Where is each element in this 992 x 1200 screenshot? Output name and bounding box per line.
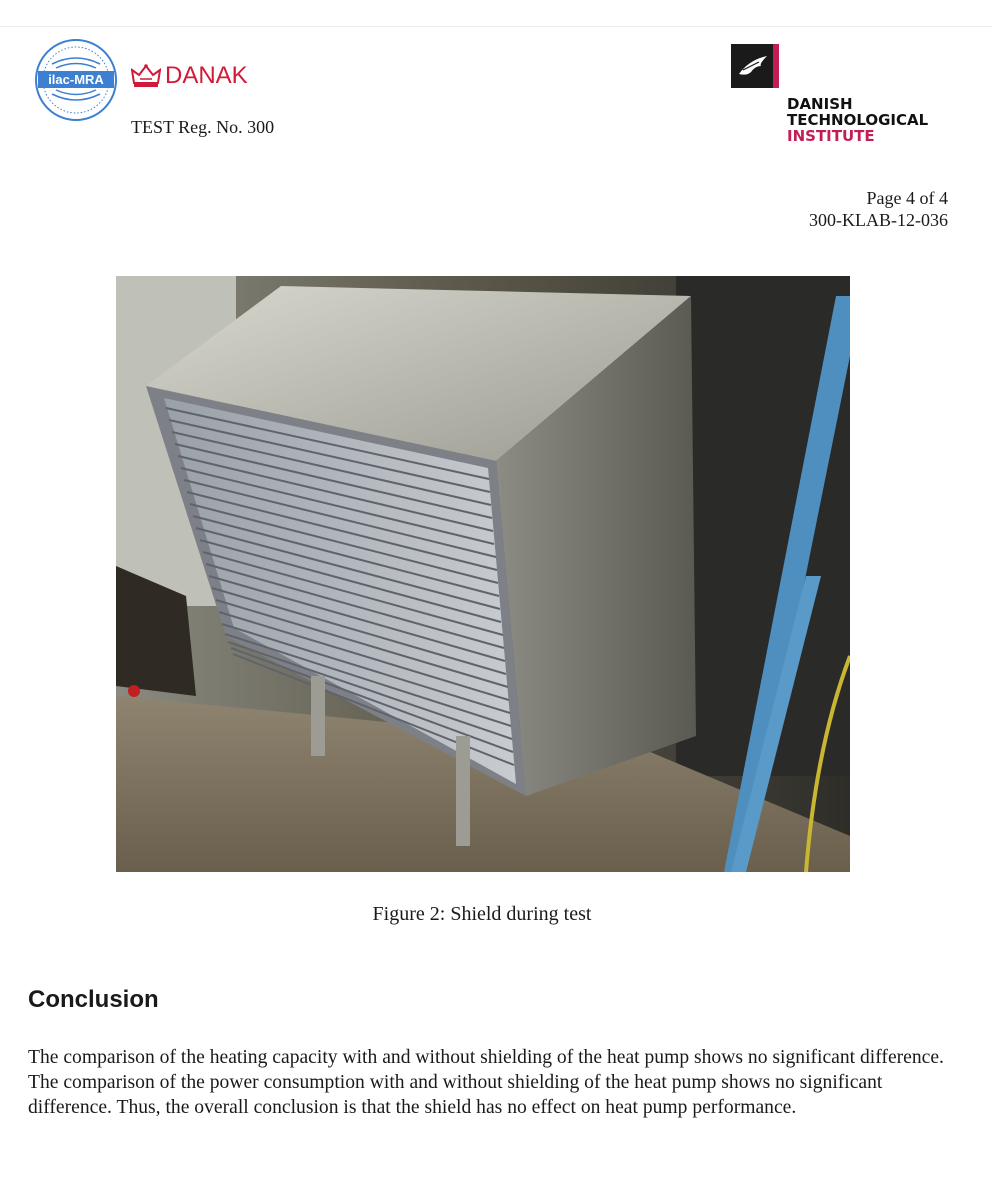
- report-id: 300-KLAB-12-036: [809, 210, 948, 230]
- institute-name-line1: DANISH: [787, 95, 853, 113]
- heat-pump-shield-photo: [116, 276, 850, 872]
- ilac-mra-seal-icon: [34, 38, 118, 122]
- institute-name: [787, 96, 928, 144]
- page-number: Page 4 of 4: [866, 188, 948, 208]
- figure-caption: Figure 2: Shield during test: [372, 903, 592, 925]
- institute-name-line2: TECHNOLOGICAL: [787, 111, 929, 129]
- danak-wordmark: DANAK: [165, 62, 248, 89]
- crown-icon: [131, 63, 161, 89]
- institute-logo-icon: [731, 44, 779, 88]
- page-info: [809, 187, 948, 231]
- danak-logo: [131, 62, 248, 90]
- institute-name-line3: INSTITUTE: [787, 127, 875, 145]
- svg-text:ilac-MRA: ilac-MRA: [48, 72, 104, 87]
- conclusion-text: The comparison of the heating capacity with and without shielding of the heat pump shows no significant difference. The comparison of the power consumption with and without shielding of the heat pump shows no significant difference. Thus, the overall conclusion is that the shield has no effect on heat pump performance.: [28, 1047, 944, 1118]
- page-top-border: [0, 26, 992, 27]
- conclusion-heading: Conclusion: [28, 986, 159, 1013]
- test-registration: TEST Reg. No. 300: [131, 117, 275, 137]
